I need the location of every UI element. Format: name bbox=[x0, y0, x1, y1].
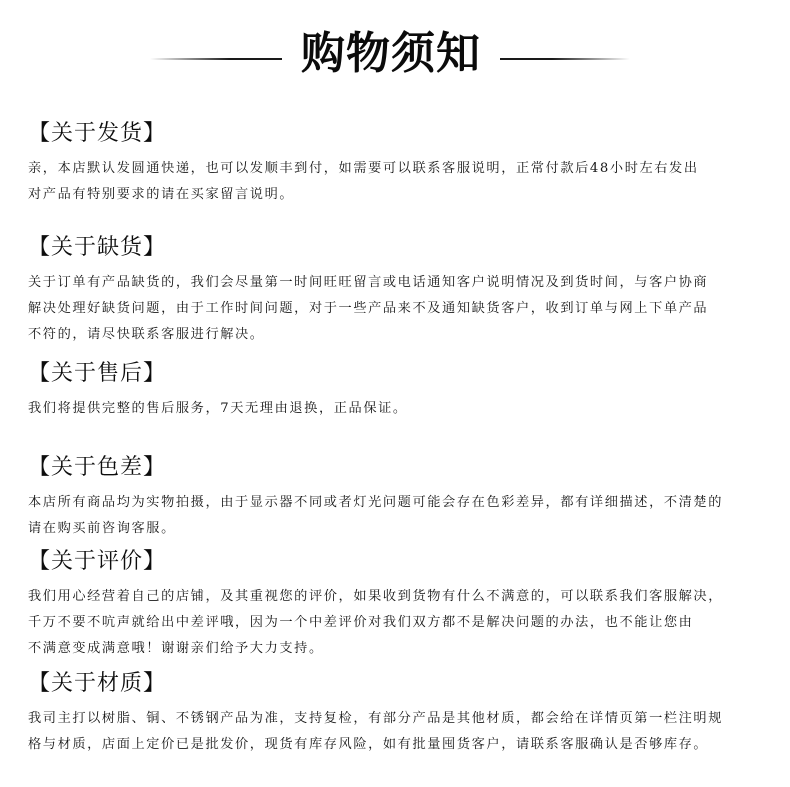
section-heading: 【关于色差】 bbox=[28, 455, 167, 480]
text-line: 解决处理好缺货问题，由于工作时间问题，对于一些产品来不及通知缺货客户，收到订单与网上下单产品 bbox=[28, 301, 709, 316]
section-text bbox=[28, 396, 768, 422]
text-line: 千万不要不吭声就给出中差评哦，因为一个中差评价对我们双方都不是解决问题的办法，也不能让您由 bbox=[28, 615, 694, 630]
section-heading: 【关于缺货】 bbox=[28, 235, 167, 260]
section-heading: 【关于售后】 bbox=[28, 361, 167, 386]
section-after-sales bbox=[28, 360, 768, 422]
page-title: 购物须知 bbox=[301, 28, 481, 79]
text-line: 格与材质，店面上定价已是批发价，现货有库存风险，如有批量囤货客户，请联系客服确认是否够库存。 bbox=[28, 737, 709, 752]
section-text bbox=[28, 156, 768, 208]
section-shipping bbox=[28, 120, 768, 208]
section-reviews bbox=[28, 548, 768, 662]
text-line: 亲，本店默认发圆通快递，也可以发顺丰到付，如需要可以联系客服说明，正常付款后48小时左右发出 bbox=[28, 161, 699, 176]
text-line: 不符的，请尽快联系客服进行解决。 bbox=[28, 327, 265, 342]
section-material bbox=[28, 670, 768, 758]
text-line: 关于订单有产品缺货的，我们会尽量第一时间旺旺留言或电话通知客户说明情况及到货时间，与客户协商 bbox=[28, 275, 709, 290]
text-line: 本店所有商品均为实物拍摄，由于显示器不同或者灯光问题可能会存在色彩差异，都有详细描述，不清楚的 bbox=[28, 495, 724, 510]
text-line: 请在购买前咨询客服。 bbox=[28, 521, 176, 536]
section-color-difference bbox=[28, 454, 768, 542]
text-line: 我们将提供完整的售后服务，7天无理由退换，正品保证。 bbox=[28, 401, 408, 416]
section-heading: 【关于材质】 bbox=[28, 671, 167, 696]
text-line: 不满意变成满意哦！谢谢亲们给予大力支持。 bbox=[28, 641, 324, 656]
section-text bbox=[28, 706, 768, 758]
title-divider-left bbox=[150, 58, 282, 60]
text-line: 我司主打以树脂、铜、不锈钢产品为准，支持复检，有部分产品是其他材质，都会给在详情页第一栏注明规 bbox=[28, 711, 724, 726]
section-heading: 【关于评价】 bbox=[28, 549, 167, 574]
section-text bbox=[28, 490, 768, 542]
section-text bbox=[28, 270, 768, 348]
section-out-of-stock bbox=[28, 234, 768, 348]
title-divider-right bbox=[500, 58, 630, 60]
text-line: 对产品有特别要求的请在买家留言说明。 bbox=[28, 187, 295, 202]
section-heading: 【关于发货】 bbox=[28, 121, 167, 146]
text-line: 我们用心经营着自己的店铺，及其重视您的评价，如果收到货物有什么不满意的，可以联系我们客服解决， bbox=[28, 589, 724, 604]
title-banner bbox=[0, 24, 790, 84]
section-text bbox=[28, 584, 768, 662]
